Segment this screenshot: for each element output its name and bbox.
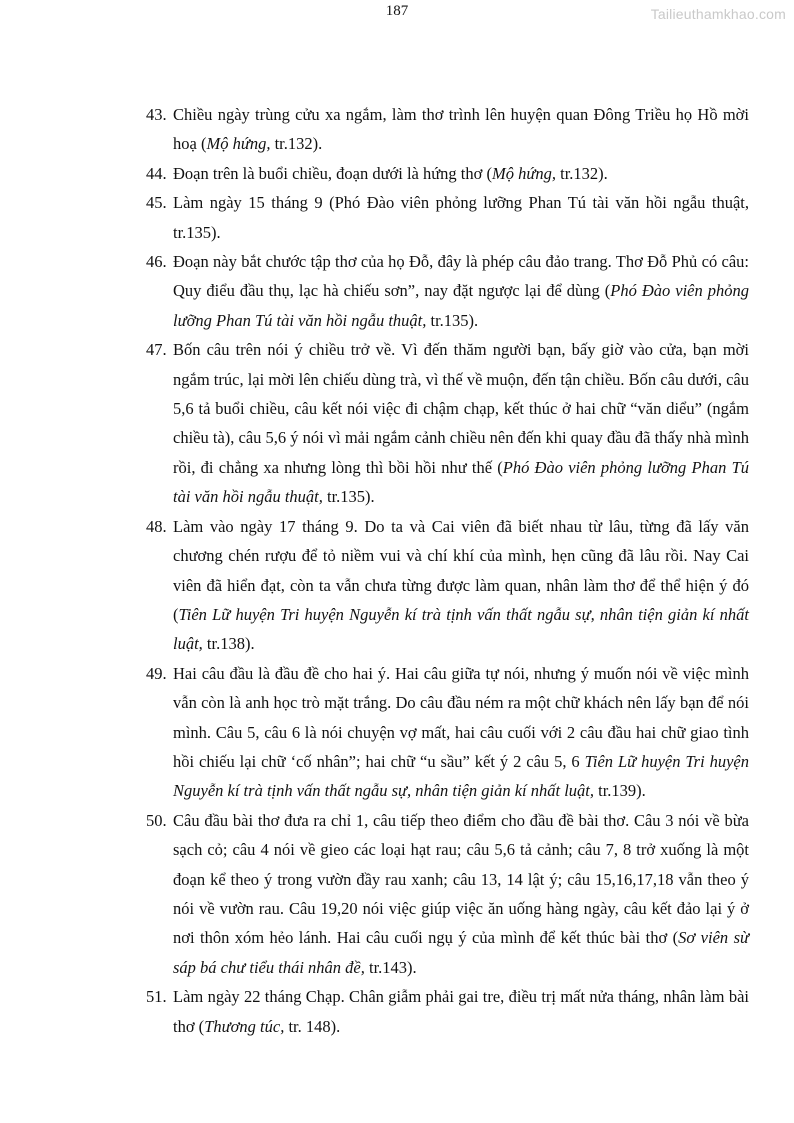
note-number: 51. — [146, 987, 167, 1007]
note-number: 45. — [146, 193, 167, 213]
note-44 — [146, 159, 749, 188]
note-number: 47. — [146, 340, 167, 360]
watermark: Tailieuthamkhao.com — [650, 6, 786, 22]
source-title: Phó Đào viên phỏng lưỡng Phan Tú tài văn hồi ngẫu thuật, — [173, 281, 749, 330]
note-number: 48. — [146, 516, 167, 536]
note-45 — [146, 188, 749, 247]
note-50 — [146, 806, 749, 982]
note-43 — [146, 100, 749, 159]
note-text: Đoạn trên là buổi chiều, đoạn dưới là hứng thơ (Mộ hứng, tr.132). — [173, 163, 608, 183]
note-49 — [146, 659, 749, 806]
note-text: Hai câu đầu là đầu đề cho hai ý. Hai câu giữa tự nói, nhưng ý muốn nói về việc mình vẫn còn là anh học trò mặt trắng. Do câu đầu ném ra một chữ khách nên lấy bạn để nói mình. Câu 5, câu 6 là nói chuyện vợ mất, hai câu cuối với 2 câu đầu hai chữ giao tình hồi chiếu lại chữ ‘cố nhân”; hai chữ “u sầu” kết ý 2 câu 5, 6 Tiên Lữ huyện Tri huyện Nguyễn kí trà tịnh vấn thất ngẫu sự, nhân tiện giản kí nhất luật, tr.139). — [173, 663, 749, 801]
source-title: Thương túc, — [204, 1016, 285, 1036]
source-title: Mộ hứng, — [206, 134, 271, 154]
note-48 — [146, 512, 749, 659]
source-title: Tiên Lữ huyện Tri huyện Nguyễn kí trà tịnh vấn thất ngẫu sự, nhân tiện giản kí nhất luật, — [173, 751, 749, 801]
endnotes-list — [146, 100, 749, 1041]
source-title: Sơ viên sừ sáp bá chư tiểu thái nhân đề, — [173, 928, 749, 977]
note-number: 44. — [146, 163, 167, 183]
note-text: Làm vào ngày 17 tháng 9. Do ta và Cai viên đã biết nhau từ lâu, từng đã lấy văn chương chén rượu để tỏ niềm vui và chí khí của mình, hẹn cũng đã lâu rồi. Nay Cai viên đã hiển đạt, còn ta vẫn chưa từng được làm quan, nhân làm thơ để thể hiện ý đó (Tiên Lữ huyện Tri huyện Nguyễn kí trà tịnh vấn thất ngẫu sự, nhân tiện giản kí nhất luật, tr.138). — [173, 516, 749, 654]
source-title: Phó Đào viên phỏng lưỡng Phan Tú tài văn hồi ngẫu thuật, — [173, 457, 749, 507]
note-number: 46. — [146, 252, 167, 272]
note-text: Làm ngày 22 tháng Chạp. Chân giẫm phải gai tre, điều trị mất nửa tháng, nhân làm bài thơ (Thương túc, tr. 148). — [173, 987, 749, 1036]
note-number: 43. — [146, 105, 167, 124]
note-47 — [146, 335, 749, 511]
source-title: Tiên Lữ huyện Tri huyện Nguyễn kí trà tịnh vấn thất ngẫu sự, nhân tiện giản kí nhất luật, — [173, 604, 749, 654]
note-text: Câu đầu bài thơ đưa ra chỉ 1, câu tiếp theo điểm cho đầu đề bài thơ. Câu 3 nói về bừa sạch cỏ; câu 4 nói về gieo các loại hạt rau; câu 5,6 tả cảnh; câu 7, 8 trở xuống là một đoạn kể theo ý trong vườn đầy rau xanh; câu 13, 14 lật ý; câu 15,16,17,18 vẫn theo ý nói về vườn rau. Câu 19,20 nói việc giúp việc ăn uống hàng ngày, câu kết đảo lại ý ở nơi thôn xóm hẻo lánh. Hai câu cuối ngụ ý của mình để kết thúc bài thơ (Sơ viên sừ sáp bá chư tiểu thái nhân đề, tr.143). — [173, 810, 749, 977]
note-number: 50. — [146, 810, 167, 830]
page-number: 187 — [385, 3, 409, 19]
source-title: Mộ hứng, — [491, 163, 556, 183]
note-46 — [146, 247, 749, 335]
note-text: Làm ngày 15 tháng 9 (Phó Đào viên phỏng lưỡng Phan Tú tài văn hồi ngẫu thuật, tr.135). — [173, 193, 749, 242]
note-number: 49. — [146, 663, 167, 683]
note-51 — [146, 982, 749, 1041]
note-text: Đoạn này bắt chước tập thơ của họ Đỗ, đây là phép câu đảo trang. Thơ Đỗ Phủ có câu: Quy điểu đầu thụ, lạc hà chiếu sơn”, nay đặt ngược lại để dùng (Phó Đào viên phỏng lưỡng Phan Tú tài văn hồi ngẫu thuật, tr.135). — [173, 252, 749, 330]
note-text: Chiều ngày trùng cửu xa ngắm, làm thơ trình lên huyện quan Đông Triều họ Hồ mời hoạ (Mộ hứng, tr.132). — [173, 105, 749, 154]
note-text: Bốn câu trên nói ý chiều trở về. Vì đến thăm người bạn, bấy giờ vào cửa, bạn mời ngắm trúc, lại mời lên chiếu dùng trà, vì thế về muộn, đến tận chiều. Bốn câu dưới, câu 5,6 tả buổi chiều, câu kết nói việc đi chậm chạp, kết thúc ở hai chữ “văn diểu” (ngắm chiều tà), câu 5,6 ý nói vì mải ngắm cảnh chiều nên đến khi quay đầu đã thấy nhà mình rồi, đi chẳng xa nhưng lòng thì bồi hồi như thế (Phó Đào viên phỏng lưỡng Phan Tú tài văn hồi ngẫu thuật, tr.135). — [173, 340, 749, 507]
